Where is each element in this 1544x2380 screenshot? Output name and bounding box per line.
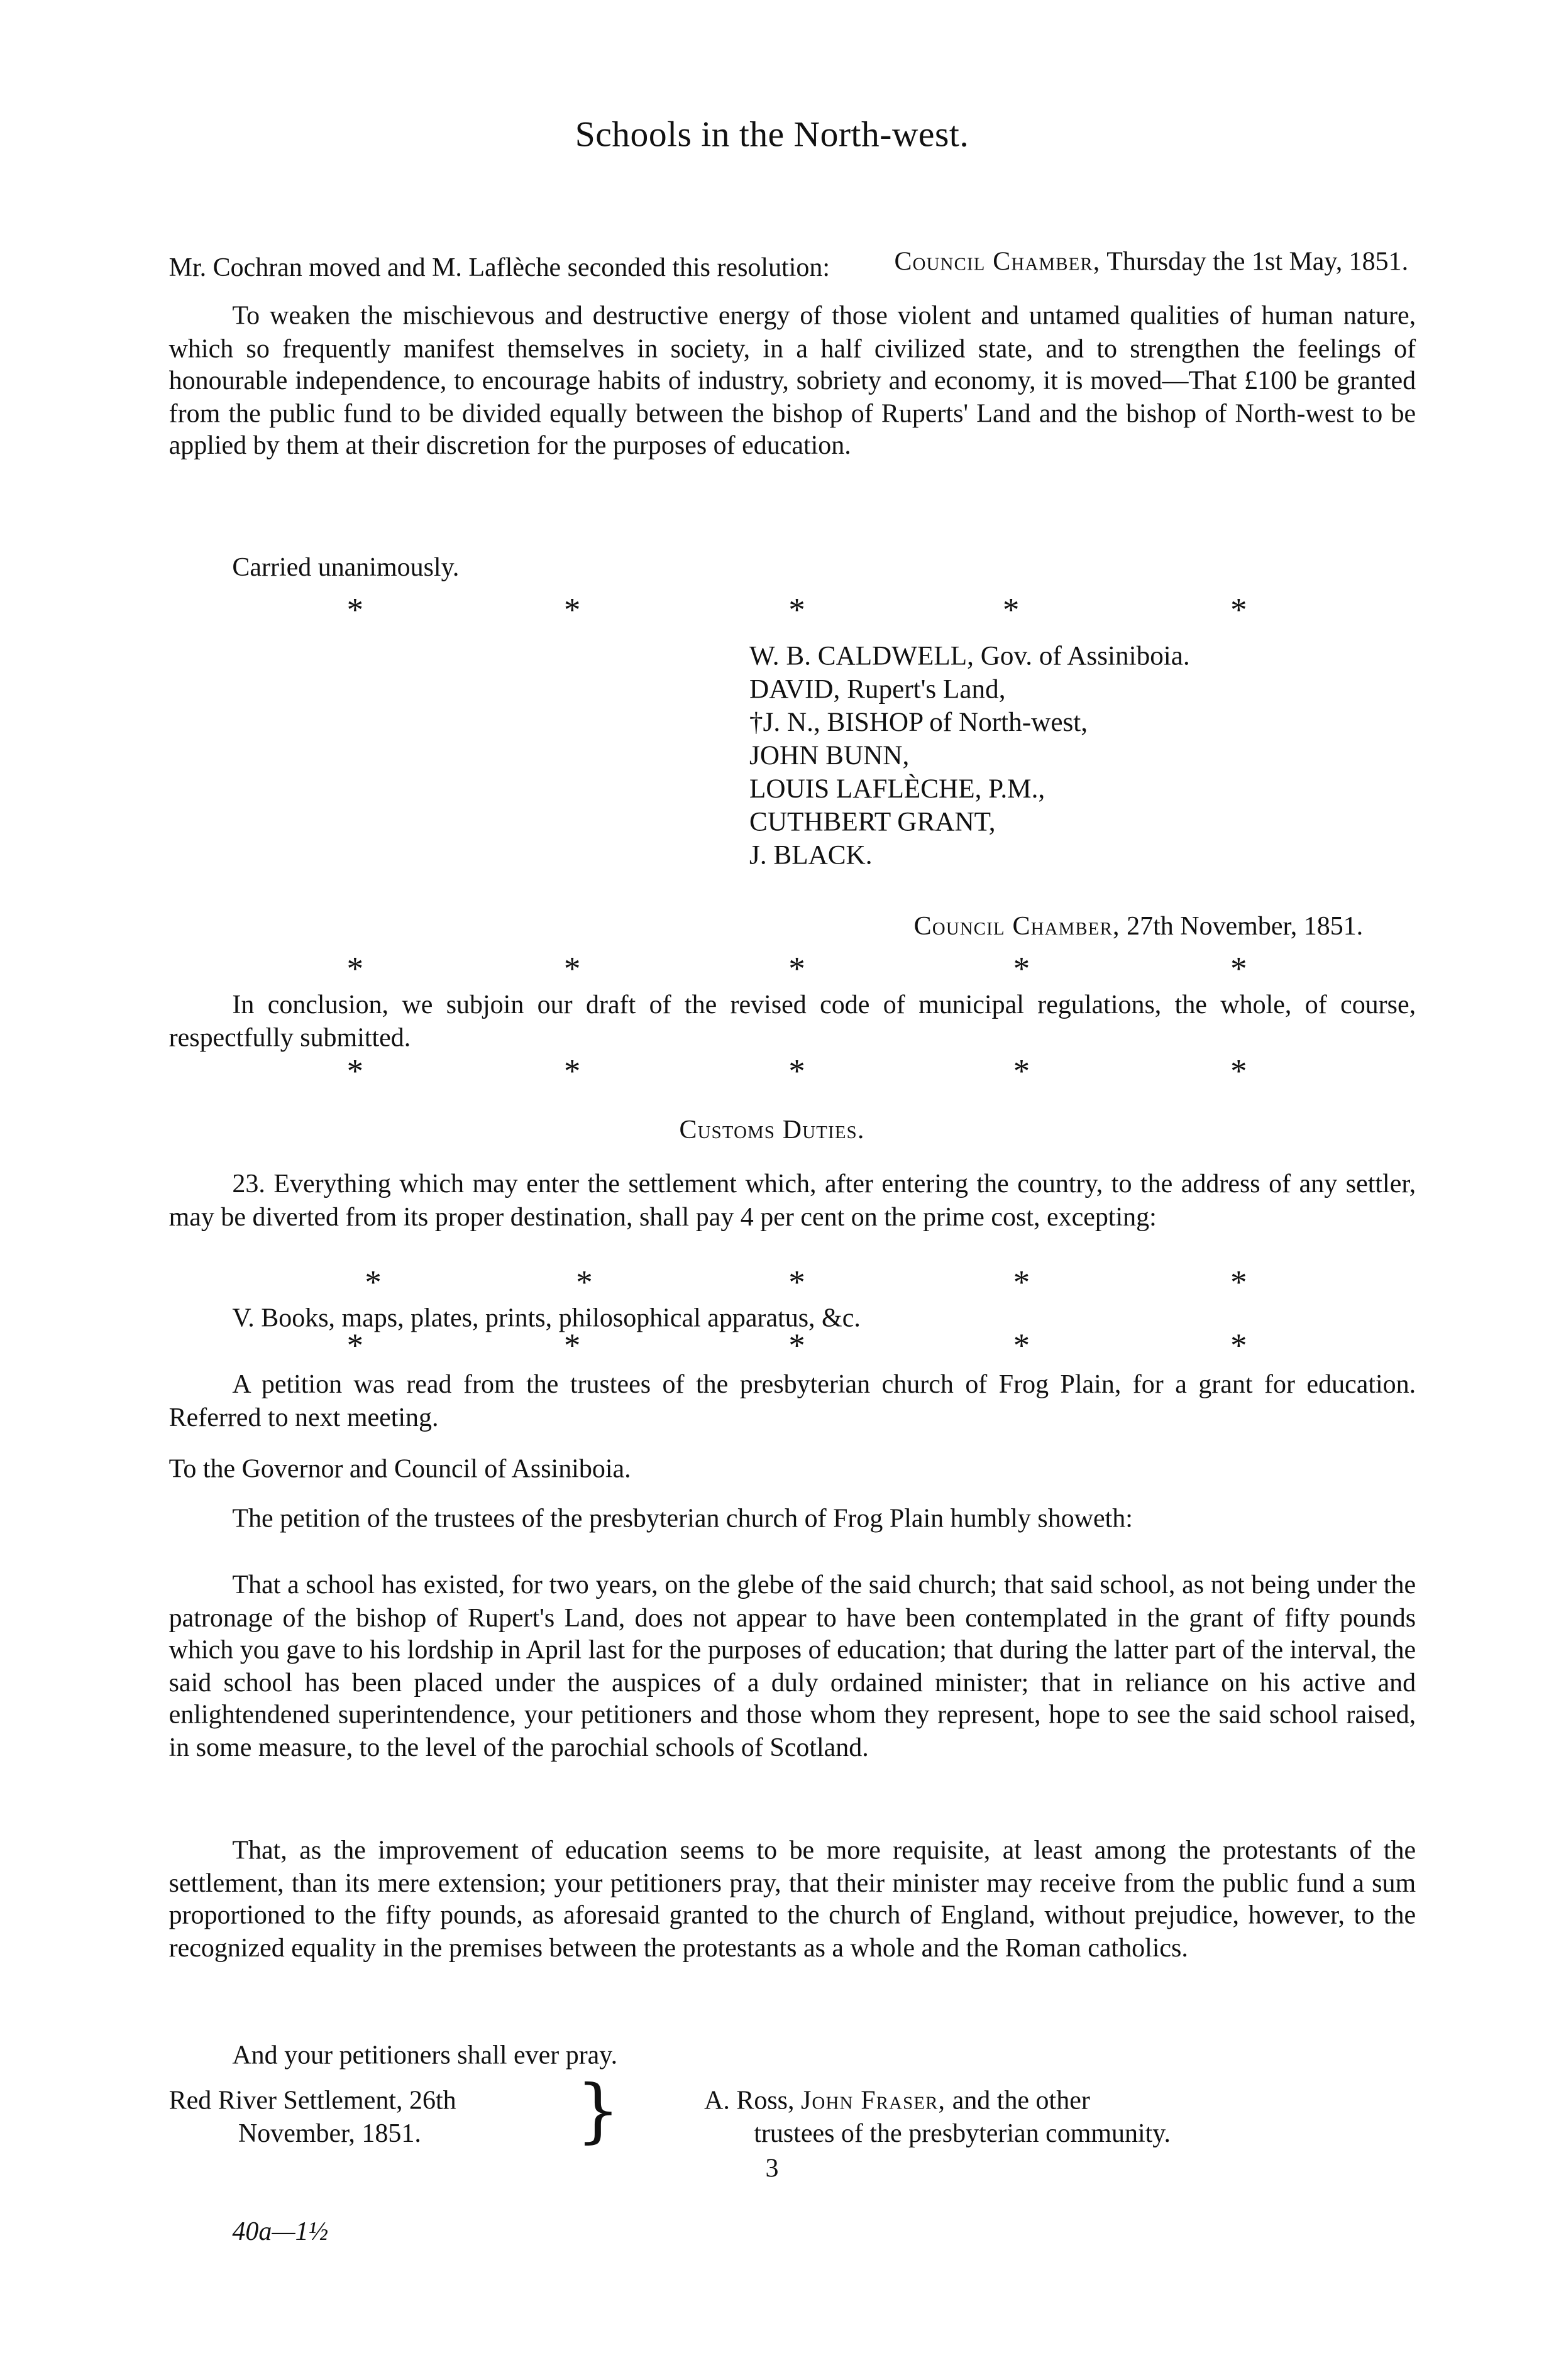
asterisk: *	[788, 950, 805, 987]
signature-block	[749, 639, 1190, 871]
meeting-date-2	[914, 911, 1364, 943]
asterisk: *	[564, 950, 581, 987]
petition-intro: The petition of the trustees of the presbyterian church of Frog Plain humbly showeth:	[232, 1503, 1133, 1533]
asterisk: *	[346, 1052, 364, 1090]
page-title: Schools in the North-west.	[575, 116, 969, 156]
asterisk: *	[1013, 1052, 1030, 1090]
date-heading: Council Chamber,	[913, 910, 1120, 941]
asterism-2	[169, 950, 1416, 987]
petition-paragraph-2: That, as the improvement of education seems to be more requisite, at least among the protestants of the settlement, than its mere extension; your petitioners pray, that their minister may receive from the public fund a sum proportioned to the fifty pounds, as aforesaid granted to the church of England, without prejudice, however, to the recognized equality in the premises between the protestants as a whole and the Roman catholics.	[168, 1834, 1416, 1963]
signature-line: J. BLACK.	[749, 839, 873, 870]
place-date-line-2: November, 1851.	[238, 2117, 421, 2148]
footer-signature-mark: 40a—1½	[232, 2215, 329, 2246]
conclusion-paragraph: In conclusion, we subjoin our draft of the revised code of municipal regulations, the whole, of course, respectfully submitted.	[168, 989, 1416, 1052]
mover-line: Mr. Cochran moved and M. Laflèche seconded this resolution:	[168, 251, 830, 282]
paragraph-23: 23. Everything which may enter the settlement which, after entering the country, to the address of any settler, may be diverted from its proper destination, shall pay 4 per cent on the prime cost, excepting:	[168, 1168, 1416, 1231]
date-text: Thursday the 1st May, 1851.	[1100, 245, 1409, 276]
date-text: 27th November, 1851.	[1120, 910, 1364, 941]
signers-name: John Fraser,	[801, 2085, 946, 2115]
asterism-4	[169, 1263, 1416, 1301]
asterisk: *	[564, 1052, 581, 1090]
signers-text: and the other	[946, 2085, 1090, 2115]
signature-line: JOHN BUNN,	[749, 740, 910, 770]
asterisk: *	[576, 1263, 593, 1301]
brace-glyph: }	[576, 2070, 620, 2151]
date-heading: Council Chamber,	[894, 245, 1101, 276]
asterisk: *	[788, 591, 805, 629]
asterisk: *	[346, 591, 364, 629]
asterisk: *	[346, 1326, 364, 1364]
asterisk: *	[365, 1263, 382, 1301]
asterism-5	[169, 1326, 1416, 1364]
signature-line: DAVID, Rupert's Land,	[749, 674, 1006, 705]
asterisk: *	[346, 950, 364, 987]
meeting-date-1	[894, 246, 1408, 278]
signers-line-1	[704, 2085, 1090, 2117]
customs-heading: Customs Duties.	[679, 1114, 865, 1144]
asterisk: *	[1230, 1052, 1247, 1090]
asterism-1	[169, 591, 1416, 629]
asterisk: *	[1230, 591, 1247, 629]
petition-address: To the Governor and Council of Assiniboia.	[168, 1453, 631, 1484]
signature-line: CUTHBERT GRANT,	[749, 806, 996, 837]
asterisk: *	[1230, 1263, 1247, 1301]
asterisk: *	[788, 1052, 805, 1090]
signers-line-2: trustees of the presbyterian community.	[754, 2117, 1171, 2148]
asterism-3	[169, 1052, 1416, 1090]
carried-line: Carried unanimously.	[232, 551, 460, 582]
signature-line: W. B. CALDWELL, Gov. of Assiniboia.	[749, 640, 1190, 671]
asterisk: *	[1230, 950, 1247, 987]
asterisk: *	[1013, 950, 1030, 987]
asterisk: *	[1002, 591, 1020, 629]
resolution-paragraph: To weaken the mischievous and destructive energy of those violent and untamed qualities of human nature, which so frequently manifest themselves in society, in a half civilized state, and to strengthen the feelings of honourable independence, to encourage habits of industry, sobriety and economy, it is moved—That £100 be granted from the public fund to be divided equally between the bishop of Ruperts' Land and the bishop of North-west to be applied by them at their discretion for the purposes of education.	[168, 300, 1416, 461]
asterisk: *	[788, 1326, 805, 1364]
petition-read-paragraph: A petition was read from the trustees of the presbyterian church of Frog Plain, for a grant for education. Referred to next meeting.	[168, 1368, 1416, 1432]
place-date-line-1: Red River Settlement, 26th	[168, 2085, 456, 2115]
asterisk: *	[564, 1326, 581, 1364]
asterisk: *	[1013, 1326, 1030, 1364]
petition-closing: And your petitioners shall ever pray.	[232, 2039, 618, 2070]
page-number: 3	[765, 2152, 779, 2183]
asterisk: *	[1230, 1326, 1247, 1364]
asterisk: *	[564, 591, 581, 629]
signature-line: †J. N., BISHOP of North-west,	[749, 706, 1088, 737]
signature-line: LOUIS LAFLÈCHE, P.M.,	[749, 773, 1045, 804]
asterisk: *	[1013, 1263, 1030, 1301]
signers-text: A. Ross,	[704, 2085, 802, 2115]
petition-paragraph-1: That a school has existed, for two years, on the glebe of the said church; that said school, as not being under the patronage of the bishop of Rupert's Land, does not appear to have been contemplated in the grant of fifty pounds which you gave to his lordship in April last for the purposes of education; that during the latter part of the interval, the said school has been placed under the auspices of a duly ordained minister; that in reliance on his active and enlightendened superintendence, your petitioners and those whom they represent, hope to see the said school raised, in some measure, to the level of the parochial schools of Scotland.	[168, 1569, 1416, 1762]
item-v: V. Books, maps, plates, prints, philosophical apparatus, &c.	[232, 1302, 861, 1333]
asterisk: *	[788, 1263, 805, 1301]
